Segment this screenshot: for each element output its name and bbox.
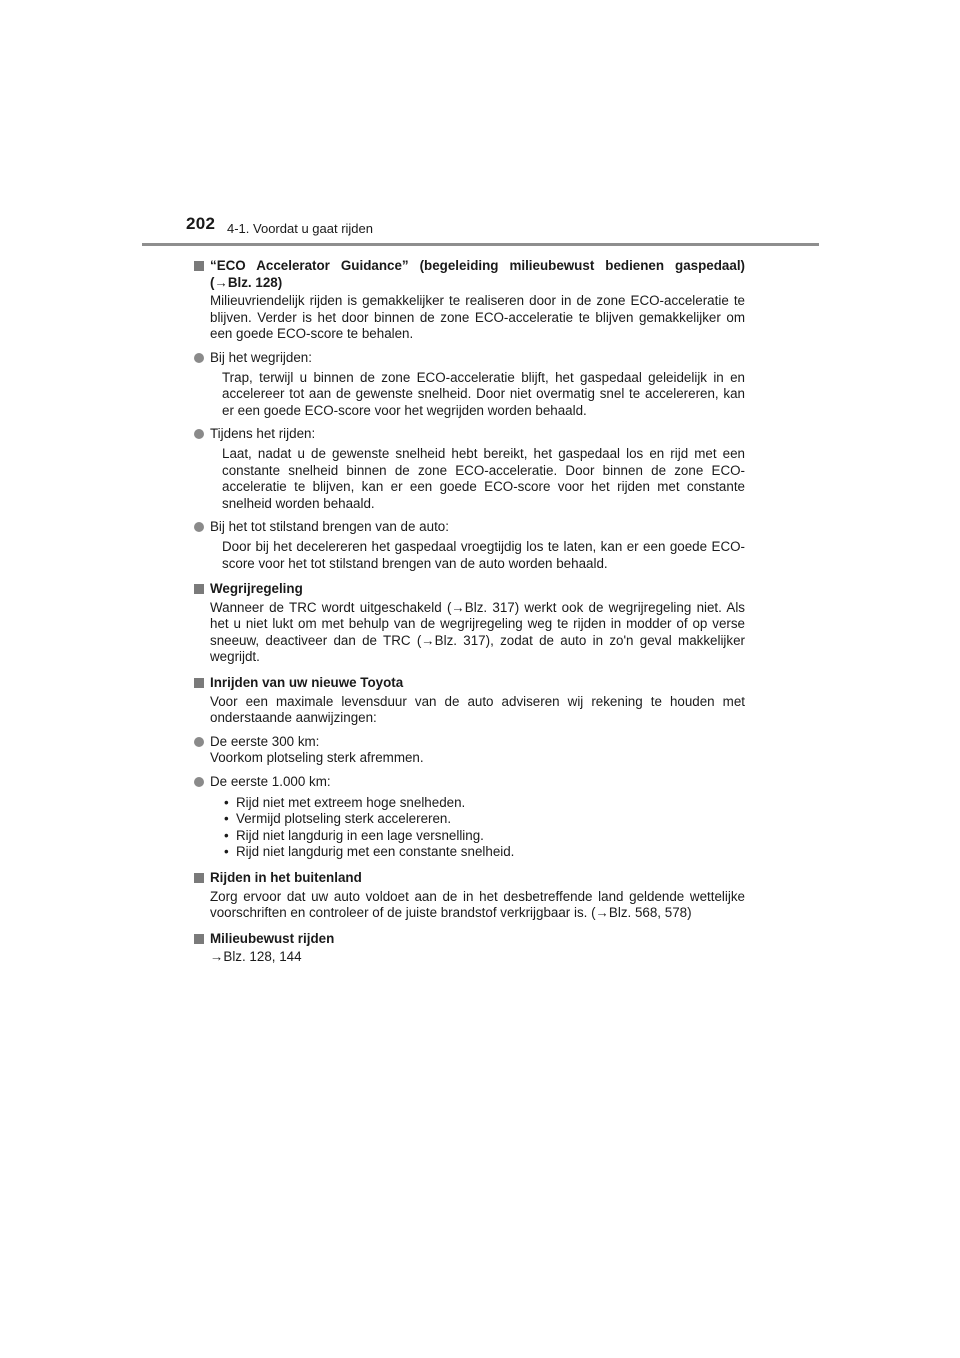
bullet-item	[210, 734, 745, 767]
bullet-label: De eerste 300 km:	[210, 733, 320, 749]
section-title: Milieubewust rijden	[210, 931, 745, 948]
list-item: • Vermijd plotseling sterk accelereren.	[222, 811, 745, 828]
chapter-title: 4-1. Voordat u gaat rijden	[227, 221, 373, 236]
section-inrijden	[210, 675, 745, 861]
sub-list	[222, 795, 745, 861]
square-bullet-icon	[194, 678, 204, 688]
section-wegrijregeling	[210, 581, 745, 666]
square-bullet-icon	[194, 934, 204, 944]
section-title: “ECO Accelerator Guidance” (begeleiding milieubewust bedienen gaspedaal) (→Blz. 128)	[210, 258, 745, 291]
list-item: • Rijd niet met extreem hoge snelheden.	[222, 795, 745, 812]
page-number: 202	[186, 214, 216, 233]
bullet-item	[210, 426, 745, 512]
square-bullet-icon	[194, 261, 204, 271]
header-divider	[142, 243, 819, 246]
bullet-label: Bij het tot stilstand brengen van de auto:	[210, 519, 449, 535]
section-body: Wanneer de TRC wordt uitgeschakeld (→Blz. 317) werkt ook de wegrijregeling niet. Als het u niet lukt om met behulp van de wegrijregeling weg te rijden in modder of op verse sneeuw, deactiveer dan de TRC (→Blz. 317), zodat de auto in zo'n geval makkelijker wegrijdt.	[210, 599, 745, 665]
page-content	[210, 258, 745, 975]
bullet-item	[210, 350, 745, 419]
section-buitenland	[210, 870, 745, 922]
bullet-text: Trap, terwijl u binnen de zone ECO-acceleratie blijft, het gaspedaal geleidelijk in en accelereer tot aan de gewenste snelheid. Door niet overmatig snel te accelereren, kan er een goede ECO-score voor het wegrijden worden behaald.	[222, 369, 745, 418]
circle-bullet-icon	[194, 353, 204, 363]
section-body: Milieuvriendelijk rijden is gemakkelijker te realiseren door in de zone ECO-acceleratie te blijven. Verder is het door binnen de zone ECO-acceleratie te blijven gemakkelijker om een goede ECO-score te behalen.	[210, 293, 745, 342]
bullet-item	[210, 774, 745, 861]
bullet-text: Voorkom plotseling sterk afremmen.	[210, 750, 424, 766]
square-bullet-icon	[194, 584, 204, 594]
list-item: • Rijd niet langdurig met een constante snelheid.	[222, 844, 745, 861]
section-eco-guidance	[210, 258, 745, 572]
bullet-label: Bij het wegrijden:	[210, 349, 312, 365]
bullet-label: Tijdens het rijden:	[210, 426, 316, 442]
circle-bullet-icon	[194, 522, 204, 532]
circle-bullet-icon	[194, 429, 204, 439]
bullet-text: Laat, nadat u de gewenste snelheid hebt bereikt, het gaspedaal los en rijd met een constante snelheid binnen de zone ECO-acceleratie. Door binnen de zone ECO-acceleratie te blijven, kan er een goede ECO-score voor het rijden met constante snelheid worden behaald.	[222, 445, 745, 511]
section-title: Inrijden van uw nieuwe Toyota	[210, 675, 745, 692]
section-body: →Blz. 128, 144	[210, 949, 302, 965]
square-bullet-icon	[194, 873, 204, 883]
circle-bullet-icon	[194, 737, 204, 747]
section-body: Voor een maximale levensduur van de auto adviseren wij rekening te houden met onderstaande aanwijzingen:	[210, 693, 745, 726]
bullet-item	[210, 519, 745, 572]
section-title: Wegrijregeling	[210, 581, 745, 598]
bullet-label: De eerste 1.000 km:	[210, 774, 331, 790]
section-title: Rijden in het buitenland	[210, 870, 745, 887]
section-body: Zorg ervoor dat uw auto voldoet aan de in het desbetreffende land geldende wettelijke voorschriften en controleer of de juiste brandstof verkrijgbaar is. (→Blz. 568, 578)	[210, 888, 745, 921]
bullet-text: Door bij het decelereren het gaspedaal vroegtijdig los te laten, kan er een goede ECO-score voor het tot stilstand brengen van de auto worden behaald.	[222, 538, 745, 571]
circle-bullet-icon	[194, 777, 204, 787]
list-item: • Rijd niet langdurig in een lage versnelling.	[222, 828, 745, 845]
section-milieubewust	[210, 931, 745, 966]
